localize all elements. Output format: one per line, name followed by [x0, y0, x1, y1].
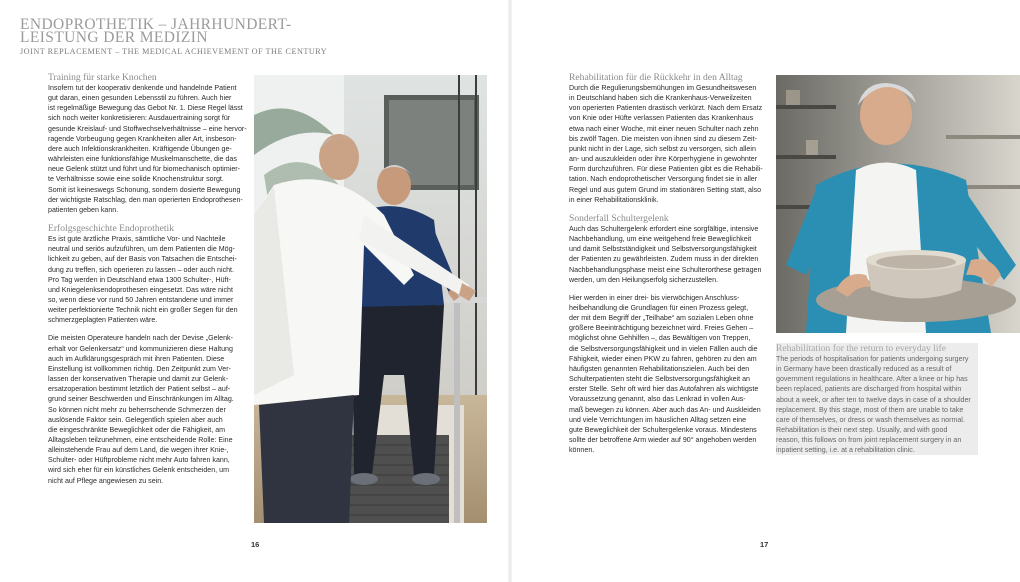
right-text-column	[569, 72, 769, 455]
paragraph-training: Insofern tut der kooperativ denkende und handelnde Patient gut daran, einen gesunden Lebensstil zu führen. Auch hier ist regelmäßige Bewegung das Gebot Nr. 1. Diese Regel lässt sich noch weiter konkretisieren: Ausdauertraining sorgt für gesunde Kreislauf- und Stoffwechselverhältnisse – eine hervor- ragende Vorbeugung gegen Krankheiten aller Art, insbeson- dere auch Infektionskrankheiten. Kräftigende Übungen ge- währleisten eine funktionsfähige Muskelmanschette, die das neue Gelenk stützt und führt und für biomechanisch optimier- te Verhältnisse sowie eine solide Knochenstruktur sorgt. Somit ist keineswegs Schonung, sondern dosierte Bewegung der wichtigste Ratschlag, den man operierten Endoprothesen- patienten geben kann.	[48, 84, 247, 214]
pottery-woman-photo	[776, 75, 1020, 333]
heading-success-story: Erfolgsgeschichte Endoprothetik	[48, 223, 175, 235]
english-summary-text: The periods of hospitalisation for patients undergoing surgery in Germany have been drastically reduced as a result of government regulations in healthcare. After a knee or hip has been replaced, patients are discharged from hospital within about a week, or after ten to twelve days in case of a shoulder replacement. By this stage, most of them are unable to take care of themselves, or dress or wash themselves as normal. Rehabilitation is their next step. Usually, and with good reason, this follows on from joint replacement surgery in an inpatient setting, i.e. at a rehabilitation clinic.	[776, 355, 971, 455]
heading-rehabilitation: Rehabilitation für die Rückkehr in den Alltag	[569, 72, 743, 83]
heading-training: Training für starke Knochen	[48, 72, 157, 83]
page-title-line-2: LEISTUNG DER MEDIZIN	[20, 29, 208, 46]
rehab-photo-illustration	[254, 75, 487, 523]
page-title	[20, 18, 291, 44]
page-title-line-1: ENDOPROTHETIK – JAHRHUNDERT-	[20, 16, 292, 33]
paragraph-surgeons: Die meisten Operateure handeln nach der Devise „Gelenk- erhalt vor Gelenkersatz“ und kommunizieren diese Haltung auch im Aufklärungsgespräch mit ihren Patienten. Diese Einstellung ist vollkommen richtig. Den Zeitpunkt zum Ver- lassen der konservativen Therapie und damit zur Gelenk- ersatzoperation bestimmt letztlich der Patient selbst – auf- grund seiner Beschwerden und Einschränkungen im Alltag. So können nicht mehr zu beherrschende Schmerzen der auslösende Faktor sein. Gelegentlich spielen aber auch die eingeschränkte Beweglichkeit oder die Fähigkeit, am Alltagsleben teilzunehmen, eine entscheidende Rolle: Eine alleinstehende Frau auf dem Land, die wegen ihrer Knie-, Schulter- oder Hüftprobleme nicht mehr Auto fahren kann, wird sich eher für ein künstliches Gelenk entscheiden, um nicht auf Pflege angewiesen zu sein.	[48, 334, 234, 485]
paragraph-followup: Hier werden in einer drei- bis vierwöchigen Anschluss- heilbehandlung die Grundlagen für einen Prozess gelegt, der mit dem Begriff der „Teilhabe“ am sozialen Leben ohne größere Beeinträchtigung bezeichnet wird. Freies Gehen – möglichst ohne Gehhilfen –, das Bewältigen von Treppen, die Selbstversorgungsfähigkeit und in vielen Fällen auch die Fähigkeit, wieder einen PKW zu fahren, gehören zu den am häufigsten genannten Rehabilitationszielen. Auch bei den Schulterpatienten steht die Selbstversorgungsfähigkeit an erster Stelle. Sehr oft wird hier das Autofahren als wichtigste Voraussetzung genannt, also das Lenkrad in vollen Aus- maß bewegen zu können. Aber auch das An- und Auskleiden und viele Verrichtungen im häuslichen Alltag setzen eine gute Beweglichkeit der Schultergelenke voraus. Mindestens sollte der betroffene Arm wieder auf 90° angehoben werden können.	[569, 293, 761, 455]
left-text-column	[48, 72, 253, 486]
english-summary-box	[776, 343, 978, 455]
paragraph-rehabilitation: Durch die Regulierungsbemühungen im Gesundheitswesen in Deutschland haben sich die Krankenhaus-Verweilzeiten von operierten Patienten drastisch verkürzt. Nach dem Ersatz von Knie oder Hüfte verlassen Patienten das Krankenhaus etwa nach einer Woche, mit einer neuen Schulter nach zehn bis zwölf Tagen. Die meisten von ihnen sind zu diesem Zeit- punkt nicht in der Lage, sich selbst zu versorgen, sich allein an- und auszukleiden oder ihre Körperhygiene in gewohnter Form durchzuführen. Für diese Patienten gibt es die Rehabili- tation. Nach endoprothetischer Versorgung findet sie in aller Regel und aus gutem Grund im stationären Setting statt, also in einer Rehabilitationsklinik.	[569, 84, 763, 204]
page-number-left: 16	[251, 540, 260, 549]
pottery-photo-illustration	[776, 75, 1020, 333]
heading-shoulder: Sonderfall Schultergelenk	[569, 212, 669, 224]
rehab-walking-photo	[254, 75, 487, 523]
page-gutter	[508, 0, 512, 582]
page-number-right: 17	[760, 540, 769, 549]
paragraph-shoulder: Auch das Schultergelenk erfordert eine sorgfältige, intensive Nachbehandlung, um eine weitgehend freie Beweglichkeit und damit Selbstständigkeit und Selbstversorgungsfähigkeit der Patienten zu gewährleisten. Zudem muss in der direkten Nachbehandlungsphase meist eine Schulterorthese getragen werden, um den Heilungserfolg sicherzustellen.	[569, 224, 762, 284]
page-subtitle: JOINT REPLACEMENT – THE MEDICAL ACHIEVEMENT OF THE CENTURY	[20, 47, 328, 56]
paragraph-success-story: Es ist gute ärztliche Praxis, sämtliche Vor- und Nachteile neutral und seriös aufzuführen, um dem Patienten die Mög- lichkeit zu geben, auf der Basis von Tatsachen die Entschei- dung zu treffen, sich operieren zu lassen – oder auch nicht. Pro Tag werden in Deutschland etwa 1300 Schulter-, Hüft- und Kniegelenksendoprothesen eingesetzt. Das wäre nicht so, wenn diese vor rund 50 Jahren entstandene und immer weiter perfektionierte Technik nicht ein großer Segen für den schmerzgeplagten Patienten wäre.	[48, 235, 238, 325]
english-summary-heading: Rehabilitation for the return to everyday life	[776, 343, 946, 354]
